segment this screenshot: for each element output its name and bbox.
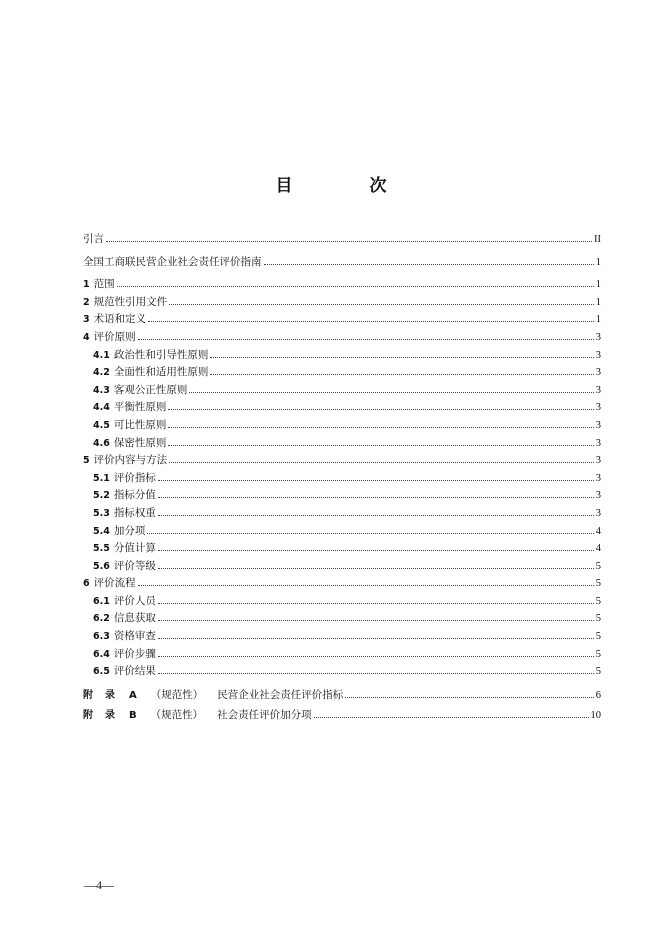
toc-entry-page: 10 <box>590 709 601 721</box>
toc-entry-number: 5.1 <box>93 472 110 484</box>
toc-entry-text: 评价内容与方法 <box>93 454 168 467</box>
toc-entry-4-1[interactable] <box>83 347 601 365</box>
toc-entry-6-1[interactable] <box>83 593 601 611</box>
toc-entry-text: 评价指标 <box>113 471 156 484</box>
toc-entry-number: 6.1 <box>93 595 110 607</box>
toc-entry-text: 全面性和适用性原则 <box>113 366 209 379</box>
dot-leader <box>210 374 593 375</box>
appendix-label: 附录 <box>83 709 127 721</box>
toc-entry-2[interactable] <box>83 294 601 312</box>
appendix-letter: B <box>129 709 137 721</box>
toc-entry-page: 3 <box>595 367 601 379</box>
toc-entry-page: II <box>594 234 601 245</box>
toc-entry-page: 3 <box>595 331 601 343</box>
toc-entry-page: 5 <box>595 560 601 572</box>
dot-leader <box>345 697 594 698</box>
toc-entry-text: 评价结果 <box>113 665 156 678</box>
appendix-label: 附录 <box>83 689 127 701</box>
toc-entry-4-3[interactable] <box>83 382 601 400</box>
toc-entry-text: 评价步骤 <box>113 647 156 660</box>
toc-entry-page: 4 <box>595 525 601 537</box>
toc-entry-text: 客观公正性原则 <box>113 383 188 396</box>
toc-entry-number: 2 <box>83 296 90 308</box>
toc-entry-page: 1 <box>595 314 601 326</box>
dot-leader <box>168 409 593 410</box>
toc-entry-page: 3 <box>595 472 601 484</box>
toc-entry-5-1[interactable] <box>83 470 601 488</box>
dot-leader <box>106 241 592 242</box>
toc-entry-4-2[interactable] <box>83 364 601 382</box>
toc-entry-number: 6 <box>83 578 90 590</box>
toc-entry-page: 4 <box>595 543 601 555</box>
toc-entry-page: 3 <box>595 402 601 414</box>
toc-entry-text: 评价流程 <box>93 577 136 590</box>
toc-entry-5-4[interactable] <box>83 523 601 541</box>
toc-entry-text: 指标分值 <box>113 489 156 502</box>
toc-entry-6[interactable] <box>83 575 601 593</box>
toc-entry-text: 术语和定义 <box>93 313 147 326</box>
dot-leader <box>158 656 594 657</box>
toc-entry-6-4[interactable] <box>83 646 601 664</box>
dot-leader <box>264 264 594 265</box>
dot-leader <box>169 462 594 463</box>
toc-entry-5-5[interactable] <box>83 540 601 558</box>
dot-leader <box>158 480 594 481</box>
toc-entry-page: 3 <box>595 507 601 519</box>
dot-leader <box>138 339 594 340</box>
toc-entry-number: 6.4 <box>93 648 110 660</box>
toc-entry-text: 政治性和引导性原则 <box>113 348 209 361</box>
toc-entry-text: 规范性引用文件 <box>93 295 168 308</box>
dot-leader <box>169 304 594 305</box>
toc-entry-text: 范围 <box>93 278 115 291</box>
toc-entry-6-3[interactable] <box>83 628 601 646</box>
toc-entry-page: 5 <box>595 666 601 678</box>
toc-entry-text: 评价原则 <box>93 330 136 343</box>
toc-entry-number: 4.1 <box>93 349 110 361</box>
toc-entry-page: 1 <box>595 296 601 308</box>
toc-entry-page: 5 <box>595 613 601 625</box>
toc-entry-text: 社会责任评价加分项 <box>217 708 312 721</box>
toc-entry-4-5[interactable] <box>83 417 601 435</box>
appendix-letter: A <box>129 689 137 701</box>
dot-leader <box>189 392 593 393</box>
toc-entry-4-4[interactable] <box>83 399 601 417</box>
dot-leader <box>168 445 593 446</box>
toc-entry-appendix-a[interactable] <box>83 686 601 706</box>
toc-entry-text: 保密性原则 <box>113 436 167 449</box>
toc-entry-5[interactable] <box>83 452 601 470</box>
page-title: 目 次 <box>275 176 417 196</box>
toc-entry-text: 引言 <box>83 233 104 245</box>
toc-entry-page: 3 <box>595 384 601 396</box>
toc-entry-number: 5.2 <box>93 490 110 502</box>
toc-entry-preface[interactable] <box>83 231 601 249</box>
toc-entry-text: 分值计算 <box>113 542 156 555</box>
toc-entry-5-2[interactable] <box>83 487 601 505</box>
toc-entry-number: 4.2 <box>93 367 110 379</box>
table-of-contents <box>83 231 601 726</box>
dot-leader <box>158 673 594 674</box>
toc-entry-number: 3 <box>83 314 90 326</box>
toc-entry-text: 资格审查 <box>113 630 156 643</box>
toc-entry-page: 1 <box>595 256 601 268</box>
toc-entry-5-3[interactable] <box>83 505 601 523</box>
toc-entry-3[interactable] <box>83 311 601 329</box>
toc-entry-number: 6.5 <box>93 666 110 678</box>
toc-entry-page: 5 <box>595 578 601 590</box>
toc-entry-number: 4 <box>83 331 90 343</box>
toc-entry-text: 指标权重 <box>113 506 156 519</box>
toc-entry-text: 可比性原则 <box>113 418 167 431</box>
toc-entry-number: 5.3 <box>93 507 110 519</box>
toc-entry-text: 信息获取 <box>113 612 156 625</box>
dot-leader <box>117 286 594 287</box>
page-number: —4— <box>84 878 114 892</box>
toc-entry-guide[interactable] <box>83 254 601 272</box>
toc-entry-page: 5 <box>595 648 601 660</box>
toc-entry-text: 评价等级 <box>113 559 156 572</box>
dot-leader <box>158 497 594 498</box>
toc-entry-page: 3 <box>595 490 601 502</box>
toc-entry-page: 5 <box>595 595 601 607</box>
toc-entry-number: 4.6 <box>93 437 110 449</box>
toc-entry-page: 1 <box>595 279 601 291</box>
dot-leader <box>314 717 589 718</box>
toc-entry-number: 5.5 <box>93 543 110 555</box>
dot-leader <box>158 620 594 621</box>
toc-entry-page: 3 <box>595 455 601 467</box>
toc-entry-page: 3 <box>595 437 601 449</box>
appendix-type: （规范性） <box>150 708 204 721</box>
toc-entry-page: 5 <box>595 631 601 643</box>
dot-leader <box>168 427 593 428</box>
toc-entry-text: 民营企业社会责任评价指标 <box>217 688 344 701</box>
dot-leader <box>148 321 594 322</box>
dot-leader <box>158 638 594 639</box>
toc-entry-4-6[interactable] <box>83 435 601 453</box>
toc-entry-number: 4.4 <box>93 402 110 414</box>
toc-entry-page: 3 <box>595 349 601 361</box>
dot-leader <box>158 550 594 551</box>
toc-entry-page: 3 <box>595 419 601 431</box>
toc-entry-1[interactable] <box>83 276 601 294</box>
dot-leader <box>147 533 593 534</box>
toc-entry-number: 4.3 <box>93 384 110 396</box>
toc-entry-number: 6.2 <box>93 613 110 625</box>
toc-entry-number: 5.6 <box>93 560 110 572</box>
toc-entry-5-6[interactable] <box>83 558 601 576</box>
toc-entry-4[interactable] <box>83 329 601 347</box>
toc-entry-number: 5.4 <box>93 525 110 537</box>
dot-leader <box>210 357 593 358</box>
toc-entry-appendix-b[interactable] <box>83 706 601 726</box>
toc-entry-6-5[interactable] <box>83 663 601 681</box>
toc-entry-text: 加分项 <box>113 524 146 537</box>
toc-entry-page: 6 <box>595 689 601 701</box>
toc-entry-number: 5 <box>83 455 90 467</box>
toc-entry-number: 1 <box>83 279 90 291</box>
dot-leader <box>158 515 594 516</box>
dot-leader <box>158 568 594 569</box>
appendix-type: （规范性） <box>150 688 204 701</box>
toc-entry-text: 平衡性原则 <box>113 401 167 414</box>
toc-entry-number: 4.5 <box>93 419 110 431</box>
dot-leader <box>158 603 594 604</box>
toc-entry-6-2[interactable] <box>83 610 601 628</box>
toc-entry-text: 评价人员 <box>113 594 156 607</box>
dot-leader <box>138 585 594 586</box>
toc-entry-text: 全国工商联民营企业社会责任评价指南 <box>83 255 262 268</box>
toc-entry-number: 6.3 <box>93 631 110 643</box>
